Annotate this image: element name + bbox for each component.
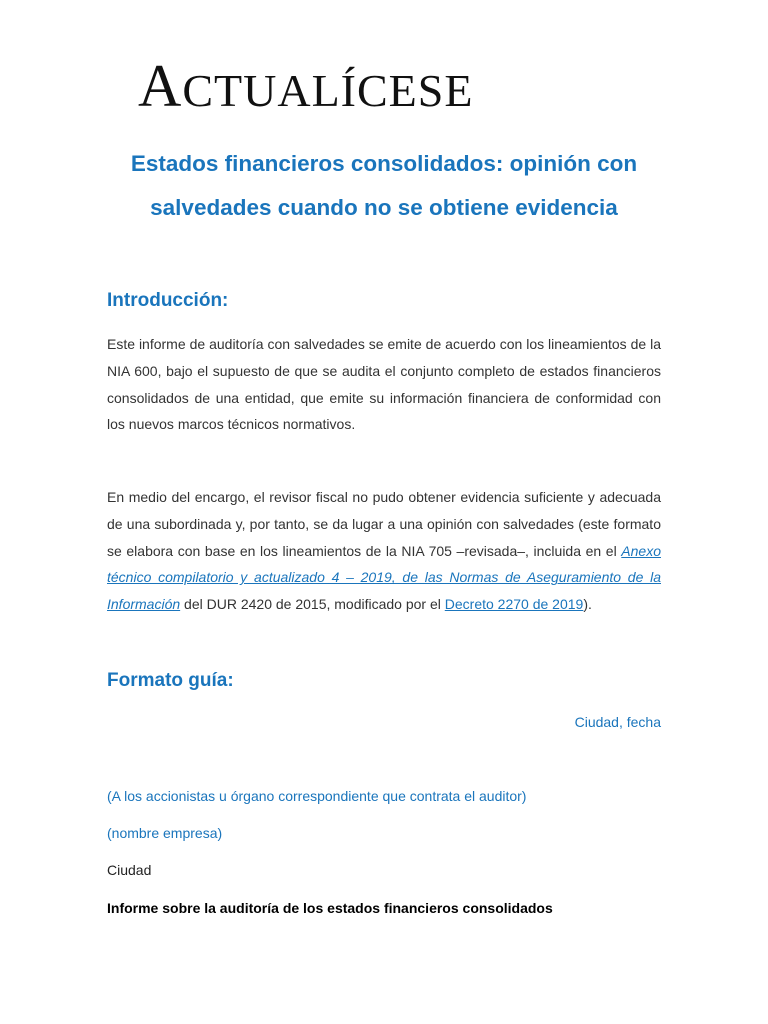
company-name-line: (nombre empresa) — [107, 825, 223, 841]
paragraph-2-text-end: ). — [583, 596, 592, 613]
paragraph-2-text-start: En medio del encargo, el revisor fiscal no pudo obtener evidencia suficiente y adecuada de una subordinada y, por tanto, se da lugar a una opinión con salvedades (este formato se elabora con base en los lineamientos de la NIA 705 –revisada–, incluida en el — [107, 489, 661, 559]
intro-paragraph-1: Este informe de auditoría con salvedades se emite de acuerdo con los lineamientos de la NIA 600, bajo el supuesto de que se audita el conjunto completo de estados financieros consolidados de una entidad, que emite su información financiera de conformidad con los nuevos marcos técnicos normativos. — [107, 336, 661, 433]
intro-paragraph-2 — [107, 484, 661, 618]
intro-heading: Introducción: — [107, 290, 229, 311]
logo-rest: CTUALÍCESE — [182, 65, 474, 116]
recipient-line: (A los accionistas u órgano correspondiente que contrata el auditor) — [107, 788, 527, 804]
anexo-tecnico-link[interactable]: Anexo técnico compilatorio y actualizado 4 – 2019, de las Normas de Aseguramiento de la Información — [107, 542, 661, 613]
paragraph-2-text-middle: del DUR 2420 de 2015, modificado por el — [180, 596, 445, 613]
document-title: Estados financieros consolidados: opinión con salvedades cuando no se obtiene evidencia — [130, 151, 638, 220]
actualicese-logo — [138, 53, 474, 119]
city-line: Ciudad — [107, 862, 152, 878]
format-heading: Formato guía: — [107, 670, 234, 691]
place-date: Ciudad, fecha — [574, 714, 661, 730]
report-title: Informe sobre la auditoría de los estados financieros consolidados — [107, 900, 553, 916]
logo-initial: A — [138, 53, 183, 119]
decreto-link[interactable]: Decreto 2270 de 2019 — [444, 596, 584, 613]
